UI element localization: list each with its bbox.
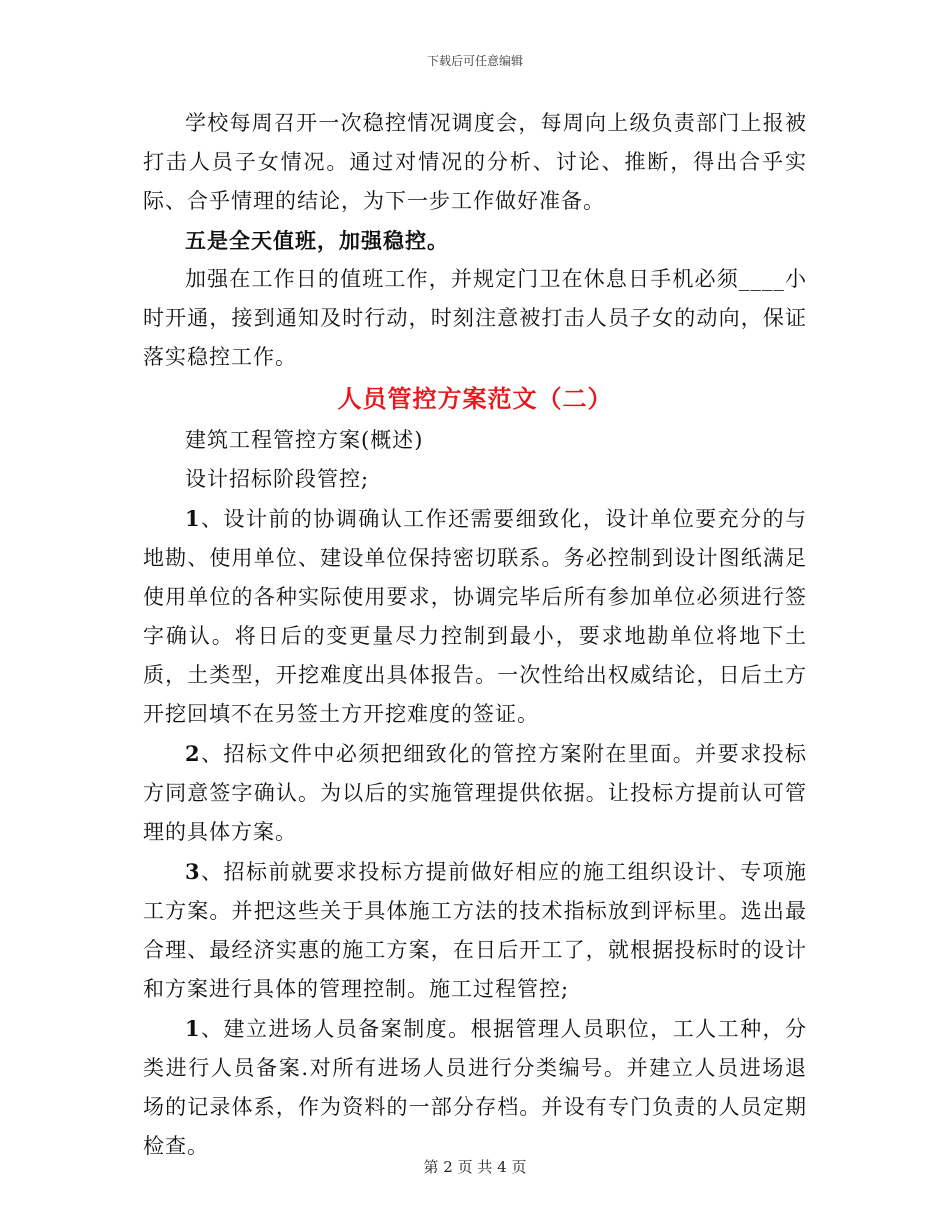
list-item-4	[143, 1009, 807, 1166]
list-item-3	[143, 852, 807, 1009]
document-body	[143, 104, 807, 1166]
paragraph-weekly-meeting: 学校每周召开一次稳控情况调度会，每周向上级负责部门上报被打击人员子女情况。通过对情况的分析、讨论、推断，得出合乎实际、合乎情理的结论，为下一步工作做好准备。	[143, 111, 807, 213]
list-item-text: 、招标前就要求投标方提前做好相应的施工组织设计、专项施工方案。并把这些关于具体施工方法的技术指标放到评标里。选出最合理、最经济实惠的施工方案，在日后开工了，就根据投标时的设计和方案进行具体的管理控制。施工过程管控;	[143, 860, 807, 1001]
paragraph-duty-details: 加强在工作日的值班工作，并规定门卫在休息日手机必须____小时开通，接到通知及时行动，时刻注意被打击人员子女的动向，保证落实稳控工作。	[143, 267, 807, 369]
list-item-text: 、招标文件中必须把细致化的管控方案附在里面。并要求投标方同意签字确认。为以后的实施管理提供依据。让投标方提前认可管理的具体方案。	[143, 742, 807, 844]
list-item-1	[143, 499, 807, 734]
paragraph-overview: 建筑工程管控方案(概述)	[185, 428, 424, 452]
paragraph-design-phase: 设计招标阶段管控;	[185, 467, 370, 491]
page-footer-page-info: 第 2 页 共 4 页	[423, 1158, 527, 1176]
list-item-number: 3	[185, 859, 201, 884]
list-item-text: 、建立进场人员备案制度。根据管理人员职位，工人工种，分类进行人员备案.对所有进场人员进行分类编号。并建立人员进场退场的记录体系，作为资料的一部分存档。并设有专门负责的人员定期检查。	[143, 1017, 807, 1158]
list-item-number: 2	[185, 741, 201, 766]
list-item-text: 、设计前的协调确认工作还需要细致化，设计单位要充分的与地勘、使用单位、建设单位保持密切联系。务必控制到设计图纸满足使用单位的各种实际使用要求，协调完毕后所有参加单位必须进行签字确认。将日后的变更量尽力控制到最小，要求地勘单位将地下土质，土类型，开挖难度出具体报告。一次性给出权威结论，日后土方开挖回填不在另签土方开挖难度的签证。	[143, 507, 807, 726]
list-item-number: 1	[185, 506, 201, 531]
list-item-2	[143, 734, 807, 852]
list-item-number: 1	[185, 1016, 201, 1041]
page-header-note: 下载后可任意编辑	[426, 54, 523, 68]
paragraph-heading-duty: 五是全天值班，加强稳控。	[185, 228, 449, 253]
section-title: 人员管控方案范文（二）	[337, 384, 613, 413]
